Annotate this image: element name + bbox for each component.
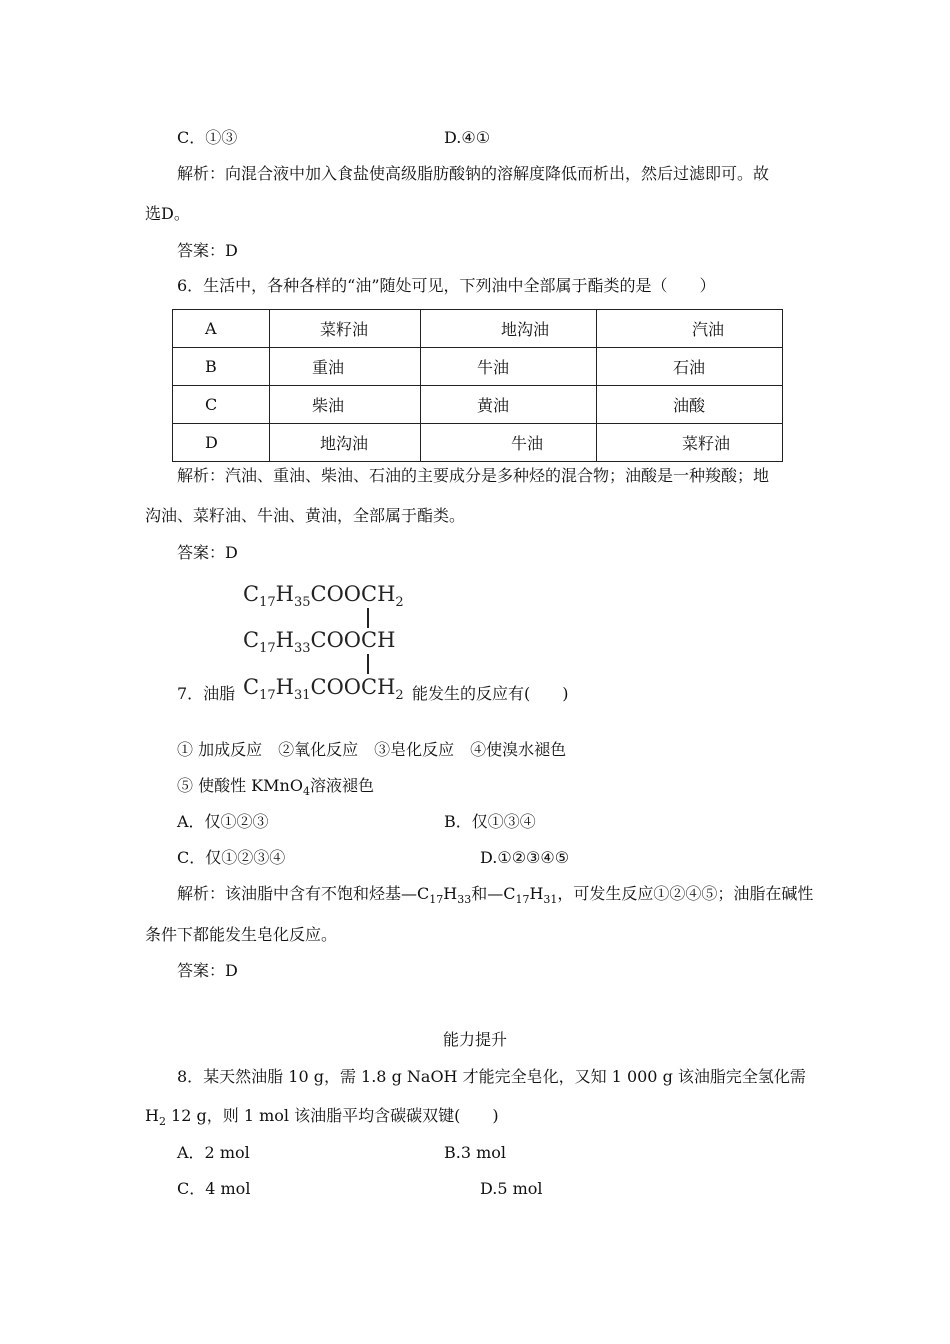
table-row [173, 348, 783, 386]
q7-analysis-line1: 解析：该油脂中含有不饱和烃基$—C_{17}H_{33}$和$—C_{17}H_{31}$，可发生反应①②④⑤；油脂在碱性 [177, 884, 814, 907]
bond-line [367, 608, 369, 628]
q8-stem-line1: 8．某天然油脂 10 g，需 1.8 g NaOH 才能完全皂化，又知 1 000 g 该油脂完全氢化需 [177, 1067, 806, 1086]
row-label: C [205, 395, 218, 414]
row-label: A [205, 319, 217, 338]
q7-option-d: D.①②③④⑤ [480, 848, 570, 867]
table-cell: 牛油 [477, 358, 510, 377]
q7-stem-suffix: 能发生的反应有( ) [412, 684, 569, 703]
q7-answer: 答案：D [177, 961, 238, 980]
row-label: D [205, 433, 218, 452]
q8-option-c: C．4 mol [177, 1179, 251, 1198]
q5-option-d: D.④① [444, 128, 491, 147]
table-cell: 重油 [312, 358, 345, 377]
q6-stem: 6．生活中，各种各样的“油”随处可见，下列油中全部属于酯类的是（ ） [177, 276, 716, 295]
triglyceride-structure-formula [243, 578, 413, 703]
q7-option-c: C．仅①②③④ [177, 848, 286, 867]
q5-answer: 答案：D [177, 241, 238, 260]
row-label: B [205, 357, 217, 376]
q8-stem-line2: $H_2$ 12 g，则 1 mol 该油脂平均含碳碳双键( ) [145, 1106, 499, 1129]
q6-analysis-line2: 沟油、菜籽油、牛油、黄油，全部属于酯类。 [145, 506, 466, 525]
q7-analysis-line2: 条件下都能发生皂化反应。 [145, 925, 338, 944]
q5-analysis-line1: 解析：向混合液中加入食盐使高级脂肪酸钠的溶解度降低而析出，然后过滤即可。故 [177, 164, 770, 183]
q7-option-b: B．仅①③④ [444, 812, 536, 831]
q7-items-line2: ⑤ 使酸性 KMnO$_4$溶液褪色 [177, 776, 374, 799]
table-cell: 柴油 [312, 396, 345, 415]
table-cell: 地沟油 [320, 434, 369, 453]
q8-option-d: D.5 mol [480, 1179, 543, 1198]
table-cell: 汽油 [692, 320, 725, 339]
q7-stem-prefix: 7．油脂 [177, 684, 236, 703]
q8-option-b: B.3 mol [444, 1143, 507, 1162]
table-cell: 石油 [673, 358, 706, 377]
q6-answer: 答案：D [177, 543, 238, 562]
bond-line [367, 654, 369, 674]
q7-option-a: A．仅①②③ [177, 812, 269, 831]
q5-analysis-line2: 选D。 [145, 204, 190, 223]
q7-items-line1: ① 加成反应 ②氧化反应 ③皂化反应 ④使溴水褪色 [177, 740, 567, 759]
formula-line-3: $C_{17}H_{31}COOCH_2$ [243, 675, 404, 703]
table-row [173, 386, 783, 424]
table-cell: 油酸 [673, 396, 706, 415]
table-cell: 地沟油 [501, 320, 550, 339]
section-heading: 能力提升 [443, 1030, 508, 1049]
q5-option-c: C．①③ [177, 128, 238, 147]
table-row [173, 310, 783, 348]
table-cell: 菜籽油 [320, 320, 369, 339]
table-cell: 牛油 [511, 434, 544, 453]
q8-option-a: A．2 mol [177, 1143, 250, 1162]
formula-line-2: $C_{17}H_{33}COOCH$ [243, 628, 396, 656]
table-cell: 黄油 [477, 396, 510, 415]
table-row [173, 424, 783, 462]
q6-analysis-line1: 解析：汽油、重油、柴油、石油的主要成分是多种烃的混合物；油酸是一种羧酸；地 [177, 466, 770, 485]
table-cell: 菜籽油 [682, 434, 731, 453]
q6-options-table [172, 309, 783, 462]
formula-line-1: $C_{17}H_{35}COOCH_2$ [243, 582, 404, 610]
